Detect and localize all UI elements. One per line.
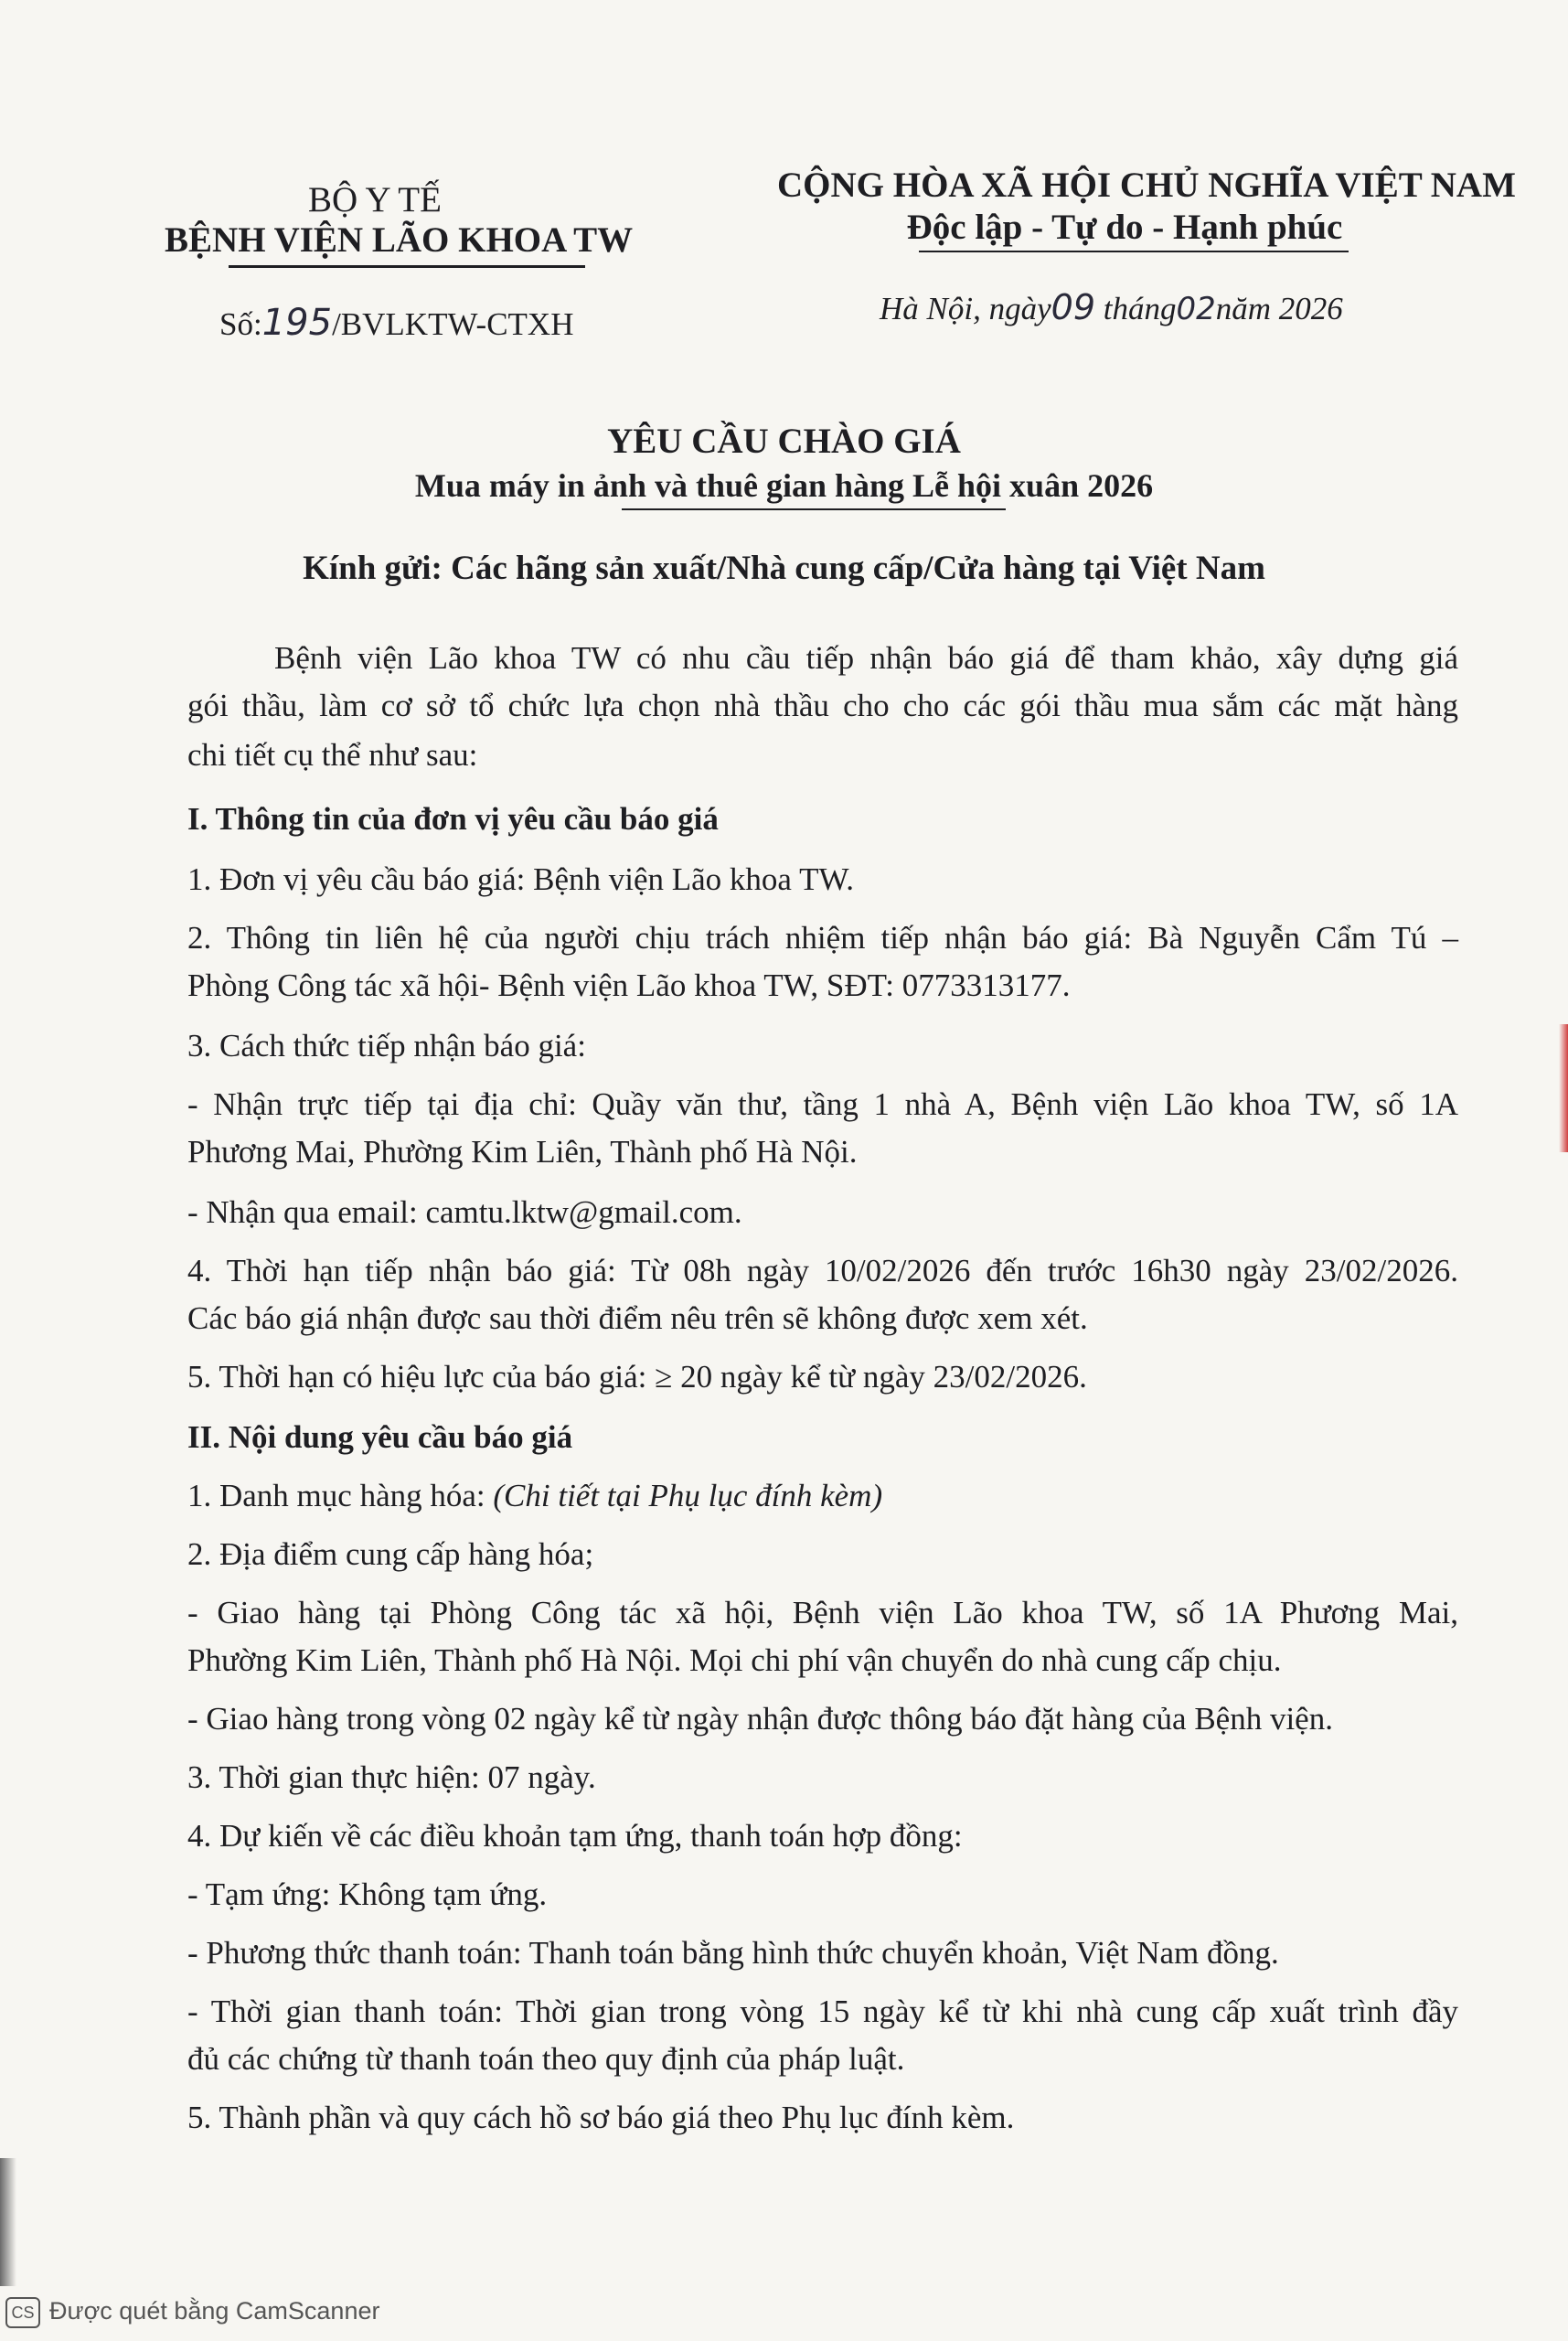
ministry-name: BỘ Y TẾ [308, 180, 442, 219]
section-2-heading: II. Nội dung yêu cầu báo giá [187, 1419, 573, 1455]
camscanner-logo-icon: CS [5, 2297, 40, 2328]
date-day: 09 [1051, 287, 1095, 327]
s1-item-2-line-2: Phòng Công tác xã hội- Bệnh viện Lão khoa TW, SĐT: 0773313177. [187, 967, 1071, 1003]
intro-line-1: Bệnh viện Lão khoa TW có nhu cầu tiếp nhận báo giá để tham khảo, xây dựng giá [274, 640, 1458, 676]
s2-item-2: 2. Địa điểm cung cấp hàng hóa; [187, 1536, 594, 1572]
s1-item-3a-line-1: - Nhận trực tiếp tại địa chỉ: Quầy văn thư, tầng 1 nhà A, Bệnh viện Lão khoa TW, số 1A [187, 1086, 1458, 1122]
scanner-footer [5, 2297, 379, 2328]
s1-item-3a-line-2: Phương Mai, Phường Kim Liên, Thành phố Hà Nội. [187, 1134, 858, 1170]
motto-underline [919, 251, 1349, 252]
date-line [880, 287, 1343, 327]
intro-line-2: gói thầu, làm cơ sở tổ chức lựa chọn nhà thầu cho cho các gói thầu mua sắm các mặt hàng [187, 688, 1458, 723]
date-month-label: tháng [1103, 291, 1177, 326]
s2-item-4: 4. Dự kiến về các điều khoản tạm ứng, thanh toán hợp đồng: [187, 1818, 963, 1854]
s2-item-4a: - Tạm ứng: Không tạm ứng. [187, 1876, 548, 1912]
s1-item-3: 3. Cách thức tiếp nhận báo giá: [187, 1028, 586, 1064]
s2-item-2a-line-1: - Giao hàng tại Phòng Công tác xã hội, Bệnh viện Lão khoa TW, số 1A Phương Mai, [187, 1595, 1458, 1630]
s1-item-4-line-2: Các báo giá nhận được sau thời điểm nêu trên sẽ không được xem xét. [187, 1300, 1088, 1336]
s1-item-4-line-1: 4. Thời hạn tiếp nhận báo giá: Từ 08h ngày 10/02/2026 đến trước 16h30 ngày 23/02/2026. [187, 1253, 1458, 1288]
nation-title: CỘNG HÒA XÃ HỘI CHỦ NGHĨA VIỆT NAM [777, 166, 1516, 205]
intro-line-3: chi tiết cụ thể như sau: [187, 737, 478, 773]
s1-item-3b: - Nhận qua email: camtu.lktw@gmail.com. [187, 1194, 742, 1230]
s1-item-2-line-1: 2. Thông tin liên hệ của người chịu trách nhiệm tiếp nhận báo giá: Bà Nguyễn Cẩm Tú – [187, 920, 1458, 956]
s2-item-1-italic: (Chi tiết tại Phụ lục đính kèm) [493, 1478, 883, 1513]
document-number [219, 302, 573, 344]
document-subtitle: Mua máy in ảnh và thuê gian hàng Lễ hội xuân 2026 [414, 467, 1154, 504]
s2-item-4c-line-1: - Thời gian thanh toán: Thời gian trong vòng 15 ngày kể từ khi nhà cung cấp xuất trình đầy [187, 1994, 1458, 2029]
stamp-edge-mark [1559, 1024, 1568, 1152]
document-title: YÊU CẦU CHÀO GIÁ [607, 422, 961, 461]
s2-item-1-text: 1. Danh mục hàng hóa: [187, 1478, 494, 1513]
date-year: năm 2026 [1215, 291, 1343, 326]
national-motto: Độc lập - Tự do - Hạnh phúc [906, 208, 1343, 247]
scanner-footer-text: Được quét bằng CamScanner [49, 2297, 380, 2325]
hospital-name: BỆNH VIỆN LÃO KHOA TW [165, 220, 634, 260]
hospital-underline [229, 265, 585, 268]
subtitle-underline [622, 508, 1006, 510]
number-prefix: Số: [219, 306, 262, 342]
scan-shadow [0, 2158, 16, 2286]
section-1-heading: I. Thông tin của đơn vị yêu cầu báo giá [187, 801, 719, 837]
addressee: Kính gửi: Các hãng sản xuất/Nhà cung cấp/Cửa hàng tại Việt Nam [303, 550, 1265, 587]
s2-item-3: 3. Thời gian thực hiện: 07 ngày. [187, 1759, 596, 1795]
s2-item-1 [187, 1478, 882, 1514]
number-suffix: /BVLKTW-CTXH [332, 306, 574, 342]
s2-item-2a-line-2: Phường Kim Liên, Thành phố Hà Nội. Mọi chi phí vận chuyển do nhà cung cấp chịu. [187, 1642, 1282, 1678]
date-place: Hà Nội, ngày [880, 291, 1051, 326]
s2-item-4b: - Phương thức thanh toán: Thanh toán bằng hình thức chuyển khoản, Việt Nam đồng. [187, 1935, 1279, 1971]
date-month: 02 [1176, 291, 1216, 327]
s2-item-2b: - Giao hàng trong vòng 02 ngày kể từ ngày nhận được thông báo đặt hàng của Bệnh viện. [187, 1701, 1333, 1737]
s1-item-1: 1. Đơn vị yêu cầu báo giá: Bệnh viện Lão khoa TW. [187, 861, 855, 897]
number-handwritten: 195 [261, 302, 333, 344]
s1-item-5: 5. Thời hạn có hiệu lực của báo giá: ≥ 20 ngày kể từ ngày 23/02/2026. [187, 1359, 1087, 1395]
s2-item-4c-line-2: đủ các chứng từ thanh toán theo quy định của pháp luật. [187, 2041, 905, 2077]
s2-item-5: 5. Thành phần và quy cách hồ sơ báo giá theo Phụ lục đính kèm. [187, 2100, 1015, 2135]
